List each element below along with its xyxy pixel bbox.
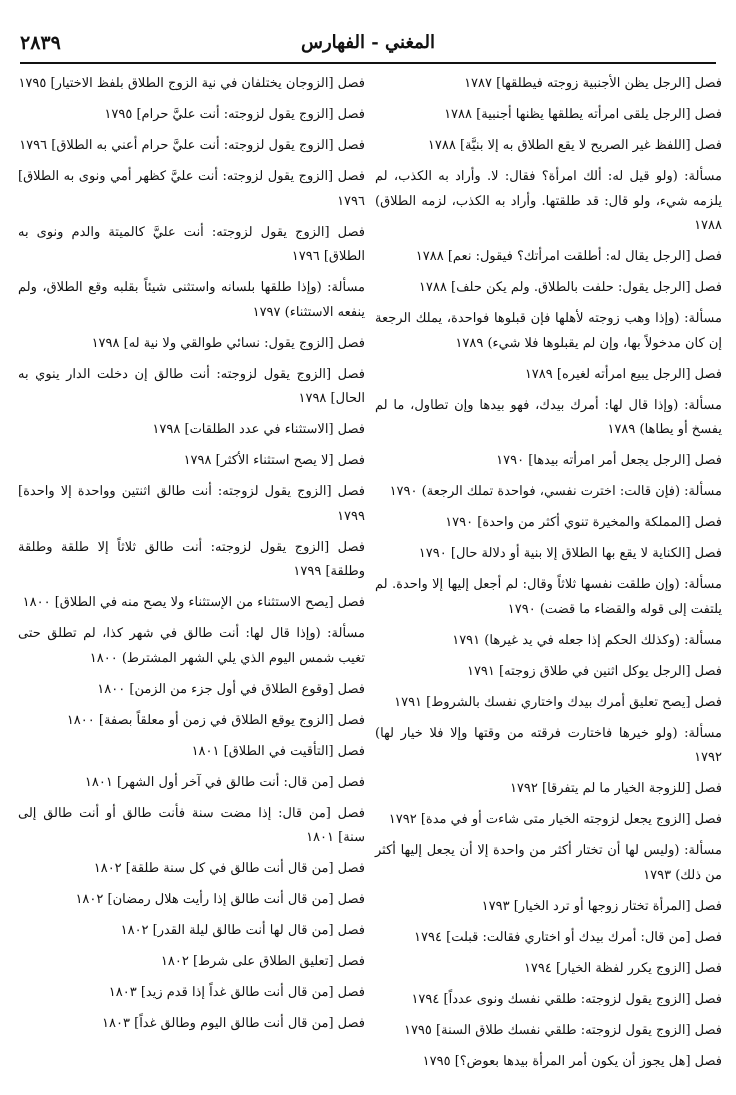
index-entry: فصل [من قال أنت طالق غداً إذا قدم زيد] ١٨٠٣ bbox=[108, 985, 365, 1000]
index-entry: فصل [الرجل يقال له: أطلقت امرأتك؟ فيقول: نعم] ١٧٨٨ bbox=[415, 249, 722, 264]
index-entry: فصل [الزوج يقول لزوجته: أنت عليَّ حرام] ١٧٩٥ bbox=[104, 107, 365, 122]
index-entry: فصل [هل يجوز أن يكون أمر المرأة بيدها بعوض؟] ١٧٩٥ bbox=[422, 1053, 722, 1069]
index-entry: فصل [الزوج يقول لزوجته: أنت طالق ثلاثاً إلا طلقة وطلقة وطلقة] ١٧٩٩ bbox=[18, 539, 365, 579]
index-entry: فصل [من قال: إذا مضت سنة فأنت طالق أو أنت طالق إلى سنة] ١٨٠١ bbox=[18, 805, 365, 845]
index-entry: فصل [يصح الاستثناء من الإستثناء ولا يصح منه في الطلاق] ١٨٠٠ bbox=[22, 595, 365, 610]
index-entry: فصل [الزوج يكرر لفظة الخيار] ١٧٩٤ bbox=[523, 960, 722, 976]
index-entry: فصل [الزوجان يختلفان في نية الزوج الطلاق بلفظ الاختيار] ١٧٩٥ bbox=[18, 76, 365, 91]
index-entry: فصل [الرجل يقول: حلفت بالطلاق. ولم يكن حلف] ١٧٨٨ bbox=[418, 280, 722, 295]
index-entry: فصل [من قال: أنت طالق في آخر أول الشهر] ١٨٠١ bbox=[84, 774, 365, 790]
index-entry: فصل [الرجل يوكل اثنين في طلاق زوجته] ١٧٩١ bbox=[466, 663, 722, 679]
index-entry: فصل [الزوج يقول لزوجته: طلقي نفسك ونوى عدداً] ١٧٩٤ bbox=[411, 991, 722, 1007]
index-entry: فصل [المرأة تختار زوجها أو ترد الخيار] ١٧٩٣ bbox=[481, 898, 722, 914]
index-entry: فصل [اللفظ غير الصريح لا يقع الطلاق به إلا بنيَّة] ١٧٨٨ bbox=[427, 138, 722, 153]
index-entry: فصل [وقوع الطلاق في أول جزء من الزمن] ١٨٠٠ bbox=[97, 681, 365, 697]
index-entry: فصل [الزوج يقول لزوجته: أنت عليَّ كالميتة والدم ونوى به الطلاق] ١٧٩٦ bbox=[18, 224, 365, 264]
header-rule bbox=[20, 62, 716, 64]
index-entry: مسألة: (ولو قيل له: ألك امرأة؟ فقال: لا. وأراد به الكذب، لم يلزمه شيء، ولو قال: قد طلقتها. وأراد به الكذب، لزمه الطلاق) ١٧٨٨ bbox=[375, 169, 722, 233]
index-entry: فصل [الزوج يقول: نسائي طوالقي ولا نية له] ١٧٩٨ bbox=[91, 335, 365, 351]
index-entry: فصل [لا يصح استثناء الأكثر] ١٧٩٨ bbox=[183, 453, 365, 468]
index-entry: فصل [من قال أنت طالق في كل سنة طلقة] ١٨٠٢ bbox=[93, 861, 365, 876]
index-entry: فصل [الرجل يلقى امرأته يطلقها يظنها أجنبية] ١٧٨٨ bbox=[444, 107, 722, 122]
index-entry: مسألة: (وإذا قال لها: أمرك بيدك، فهو بيدها وإن تطاول، ما لم يفسخ أو يطاها) ١٧٨٩ bbox=[375, 397, 722, 437]
index-entry: فصل [الرجل يجعل أمر امرأته بيدها] ١٧٩٠ bbox=[496, 453, 722, 468]
index-entry: مسألة: (وإذا طلقها بلسانه واستثنى شيئاً بقلبه وقع الطلاق، ولم ينفعه الاستثناء) ١٧٩٧ bbox=[18, 280, 365, 320]
index-entry: فصل [الزوج يقول لزوجته: أنت عليَّ حرام أعني به الطلاق] ١٧٩٦ bbox=[19, 138, 365, 153]
index-entry: مسألة: (فإن قالت: اخترت نفسي، فواحدة تملك الرجعة) ١٧٩٠ bbox=[389, 484, 722, 499]
index-entry: فصل [الرجل يظن الأجنبية زوجته فيطلقها] ١٧٨٧ bbox=[464, 76, 722, 91]
page-number: ٢٨٣٩ bbox=[20, 32, 61, 54]
index-entry: فصل [من قال لها أنت طالق ليلة القدر] ١٨٠٢ bbox=[120, 923, 365, 938]
index-entry: فصل [تعليق الطلاق على شرط] ١٨٠٢ bbox=[160, 954, 365, 969]
page-header bbox=[20, 30, 716, 60]
right-column bbox=[375, 72, 722, 1081]
index-entry: فصل [الزوج يجعل لزوجته الخيار متى شاءت أو في مدة] ١٧٩٢ bbox=[388, 812, 722, 827]
index-entry: فصل [من قال أنت طالق إذا رأيت هلال رمضان] ١٨٠٢ bbox=[75, 892, 365, 907]
index-entry: مسألة: (وإذا وهب زوجته لأهلها فإن قبلوها فواحدة، يملك الرجعة إن كان مدخولاً بها، وإن لم يقبلوها فلا شيء) ١٧٨٩ bbox=[375, 311, 722, 351]
index-entry: مسألة: (وكذلك الحكم إذا جعله في يد غيرها) ١٧٩١ bbox=[452, 632, 722, 648]
index-entry: فصل [الرجل يبيع امرأته لغيره] ١٧٨٩ bbox=[524, 366, 722, 382]
index-entry: مسألة: (وليس لها أن تختار أكثر من واحدة إلا أن يجعل إليها أكثر من ذلك) ١٧٩٣ bbox=[375, 843, 722, 883]
index-entry: فصل [الزوج يوقع الطلاق في زمن أو معلقاً بصفة] ١٨٠٠ bbox=[66, 712, 365, 728]
index-entry: فصل [التأقيت في الطلاق] ١٨٠١ bbox=[191, 743, 365, 759]
index-entry: فصل [يصح تعليق أمرك بيدك واختاري نفسك بالشروط] ١٧٩١ bbox=[394, 694, 722, 710]
index-entry: فصل [الزوج يقول لزوجته: أنت طالق إن دخلت الدار ينوي به الحال] ١٧٩٨ bbox=[18, 366, 365, 406]
index-entry: فصل [من قال: أمرك بيدك أو اختاري فقالت: قبلت] ١٧٩٤ bbox=[414, 929, 722, 945]
index-entry: فصل [الكناية لا يقع بها الطلاق إلا بنية أو دلالة حال] ١٧٩٠ bbox=[418, 546, 722, 561]
index-entry: فصل [الزوج يقول لزوجته: طلقي نفسك طلاق السنة] ١٧٩٥ bbox=[403, 1022, 722, 1038]
index-entry: فصل [الاستثناء في عدد الطلقات] ١٧٩٨ bbox=[152, 422, 365, 437]
index-entry: مسألة: (وإذا قال لها: أنت طالق في شهر كذا، لم تطلق حتى تغيب شمس اليوم الذي يلي الشهر المشترط) ١٨٠٠ bbox=[18, 626, 365, 666]
index-entry: فصل [من قال أنت طالق اليوم وطالق غداً] ١٨٠٣ bbox=[102, 1016, 365, 1031]
index-entry: مسألة: (ولو خيرها فاختارت فرقته من وقتها وإلا فلا خيار لها) ١٧٩٢ bbox=[375, 725, 722, 765]
page-title: المغني - الفهارس bbox=[300, 32, 436, 53]
index-entry: مسألة: (وإن طلقت نفسها ثلاثاً وقال: لم أجعل إليها إلا واحدة. لم يلتفت إلى قوله والقضاء ما قضت) ١٧٩٠ bbox=[375, 577, 722, 617]
index-entry: فصل [الزوج يقول لزوجته: أنت طالق اثنتين وواحدة إلا واحدة] ١٧٩٩ bbox=[18, 484, 365, 524]
index-entry: فصل [للزوجة الخيار ما لم يتفرقا] ١٧٩٢ bbox=[509, 781, 722, 796]
left-column bbox=[18, 72, 365, 1043]
index-entry: فصل [المملكة والمخيرة تنوي أكثر من واحدة] ١٧٩٠ bbox=[445, 515, 722, 530]
index-entry: فصل [الزوج يقول لزوجته: أنت عليَّ كظهر أمي ونوى به الطلاق] ١٧٩٦ bbox=[18, 169, 365, 209]
